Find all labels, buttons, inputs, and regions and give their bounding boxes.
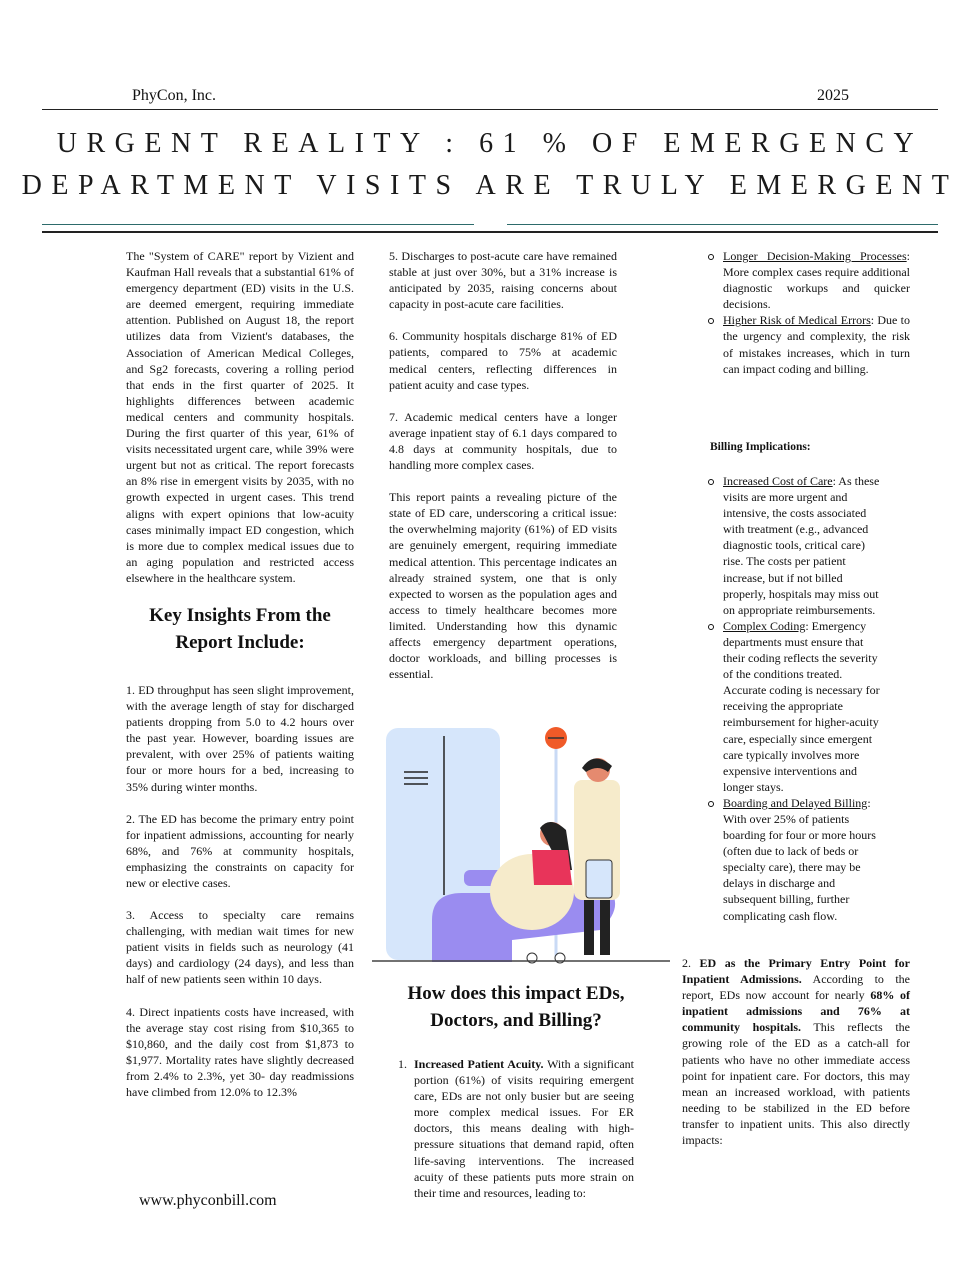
er-illustration: [372, 720, 672, 965]
title-rule-left: [42, 224, 474, 225]
impact-section: [398, 980, 634, 1201]
billing-item-3: Boarding and Delayed Billing: With over 25% of patients boarding for four or more hours (often due to lack of beds or specialty care), there may be delays in discharge and subsequent billing, further complicating cash flow.: [705, 795, 885, 924]
insight-6: 6. Community hospitals discharge 81% of ED patients, compared to 75% at academic medical centers, reflecting differences in patient acuity and case types.: [389, 329, 617, 392]
billing-heading: Billing Implications:: [710, 441, 811, 453]
billing-item-2: Complex Coding: Emergency departments must ensure that their coding reflects the severity of the conditions treated. Accurate coding is necessary for receiving the appropriate reimbursement for higher-acuity care, especially since emergent care typically involves more expensive interventions and longer stays.: [705, 618, 885, 795]
insight-1: 1. ED throughput has seen slight improvement, with the average length of stay for discharged patients dropping from 5.0 to 4.2 hours over the past year. However, boarding issues are prevalent, with over 25% of patients waiting four or more hours for a bed, increasing to 35% during winter months.: [126, 682, 354, 794]
effect-item-2: Higher Risk of Medical Errors: Due to the urgency and complexity, the risk of mistakes increases, which in turn can impact coding and billing.: [705, 312, 910, 376]
insight-2: 2. The ED has become the primary entry point for inpatient admissions, accounting for nearly 68%, and 76% at community hospitals, emphasizing the constraints on capacity for new or elective cases.: [126, 811, 354, 890]
column-3: [705, 248, 910, 377]
insight-7: 7. Academic medical centers have a longer average inpatient stay of 6.1 days compared to 4.8 days at community hospitals, due to handling more complex cases.: [389, 409, 617, 473]
title-line-2: DEPARTMENT VISITS ARE TRULY EMERGENT: [21, 170, 959, 201]
header-year: 2025: [817, 87, 849, 104]
summary-paragraph: This report paints a revealing picture of the state of ED care, underscoring a critical issue: the overwhelming majority (61%) of ED visits are genuinely emergent, requiring immediate medical attention. This percentage indicates an already strained system, one that is only expected to worsen as the population ages and access to timely healthcare becomes more limited. Understanding how this dynamic affects emergency department operations, doctor workloads, and billing processes is essential.: [389, 490, 617, 682]
title-rule-right: [507, 224, 938, 225]
billing-list: [705, 473, 885, 924]
impact-heading: How does this impact EDs, Doctors, and Billing?: [407, 983, 625, 1031]
point-2-paragraph: 2. ED as the Primary Entry Point for Inpatient Admissions. According to the report, EDs now account for nearly 68% of inpatient admissions and 76% at community hospitals. This reflects the growing role of the ED as a catch-all for patients who have no other immediate access point for inpatient care. For doctors, this may mean an increased workload, with patients needing to be stabilized in the ED before transfer to inpatient units. This also directly impacts:: [682, 956, 910, 1148]
header-rule: [42, 109, 938, 110]
column-1: [126, 248, 354, 1116]
company-name: PhyCon, Inc.: [132, 87, 216, 104]
impact-item-1: 1. Increased Patient Acuity. With a significant portion (61%) of visits requiring emergent care, EDs are not only busier but are seeing more complex medical issues. For ER doctors, this means dealing with high-pressure situations that demand rapid, often life-saving interventions. The increased acuity of these patients puts more strain on their time and resources, leading to:: [398, 1057, 635, 1200]
title-rule-bottom: [42, 231, 938, 233]
column-2: [389, 248, 617, 698]
billing-item-1: Increased Cost of Care: As these visits are more urgent and intensive, the costs associated with treatment (e.g., advanced diagnostic tools, critical care) rise. The costs per patient increase, but if not billed properly, hospitals may miss out on appropriate reimbursements.: [705, 473, 885, 618]
footer-website[interactable]: www.phyconbill.com: [139, 1192, 277, 1209]
intro-paragraph: The "System of CARE" report by Vizient and Kaufman Hall reveals that a substantial 61% of emergency department (ED) visits in the U.S. are deemed emergent, requiring immediate attention. Published on August 18, the report utilizes data from Vizient's databases, the Association of American Medical Colleges, and Sg2 forecasts, covering a rolling period that ends in the first quarter of 2025. It highlights differences between academic medical centers and community hospitals. During the first quarter of this year, 61% of visits necessitated urgent care, while 39% were urgent but not as critical. The report forecasts an 8% rise in emergent visits by 2035, with no growth expected in urgent cases. This trend aligns with expert opinions that low-acuity cases minimally impact ED congestion, which is more due to complex medical issues due to an aging population and restricted access elsewhere in the healthcare system.: [126, 249, 354, 585]
effect-item-1: Longer Decision-Making Processes: More complex cases require additional diagnostic workups and quicker decisions.: [705, 248, 910, 312]
insight-4: 4. Direct inpatients costs have increased, with the average stay cost rising from $10,365 to $10,860, and the daily cost from $1,873 to $1,977. Mortality rates have slightly decreased from 2.4% to 2.3%, yet 30- day readmissions have climbed from 12.0% to 12.3%: [126, 1004, 354, 1100]
insight-5: 5. Discharges to post-acute care have remained stable at just over 30%, but a 31% increase is anticipated by 2035, raising concerns about capacity in post-acute care facilities.: [389, 249, 617, 312]
title-line-1: URGENT REALITY : 61 % OF EMERGENCY: [56, 128, 924, 159]
insight-3: 3. Access to specialty care remains challenging, with median wait times for new patient visits in fields such as neurology (41 days) and cardiology (24 days), and less than half of new patients seen within 10 days.: [126, 908, 354, 987]
key-insights-heading: Key Insights From the Report Include:: [149, 604, 331, 653]
